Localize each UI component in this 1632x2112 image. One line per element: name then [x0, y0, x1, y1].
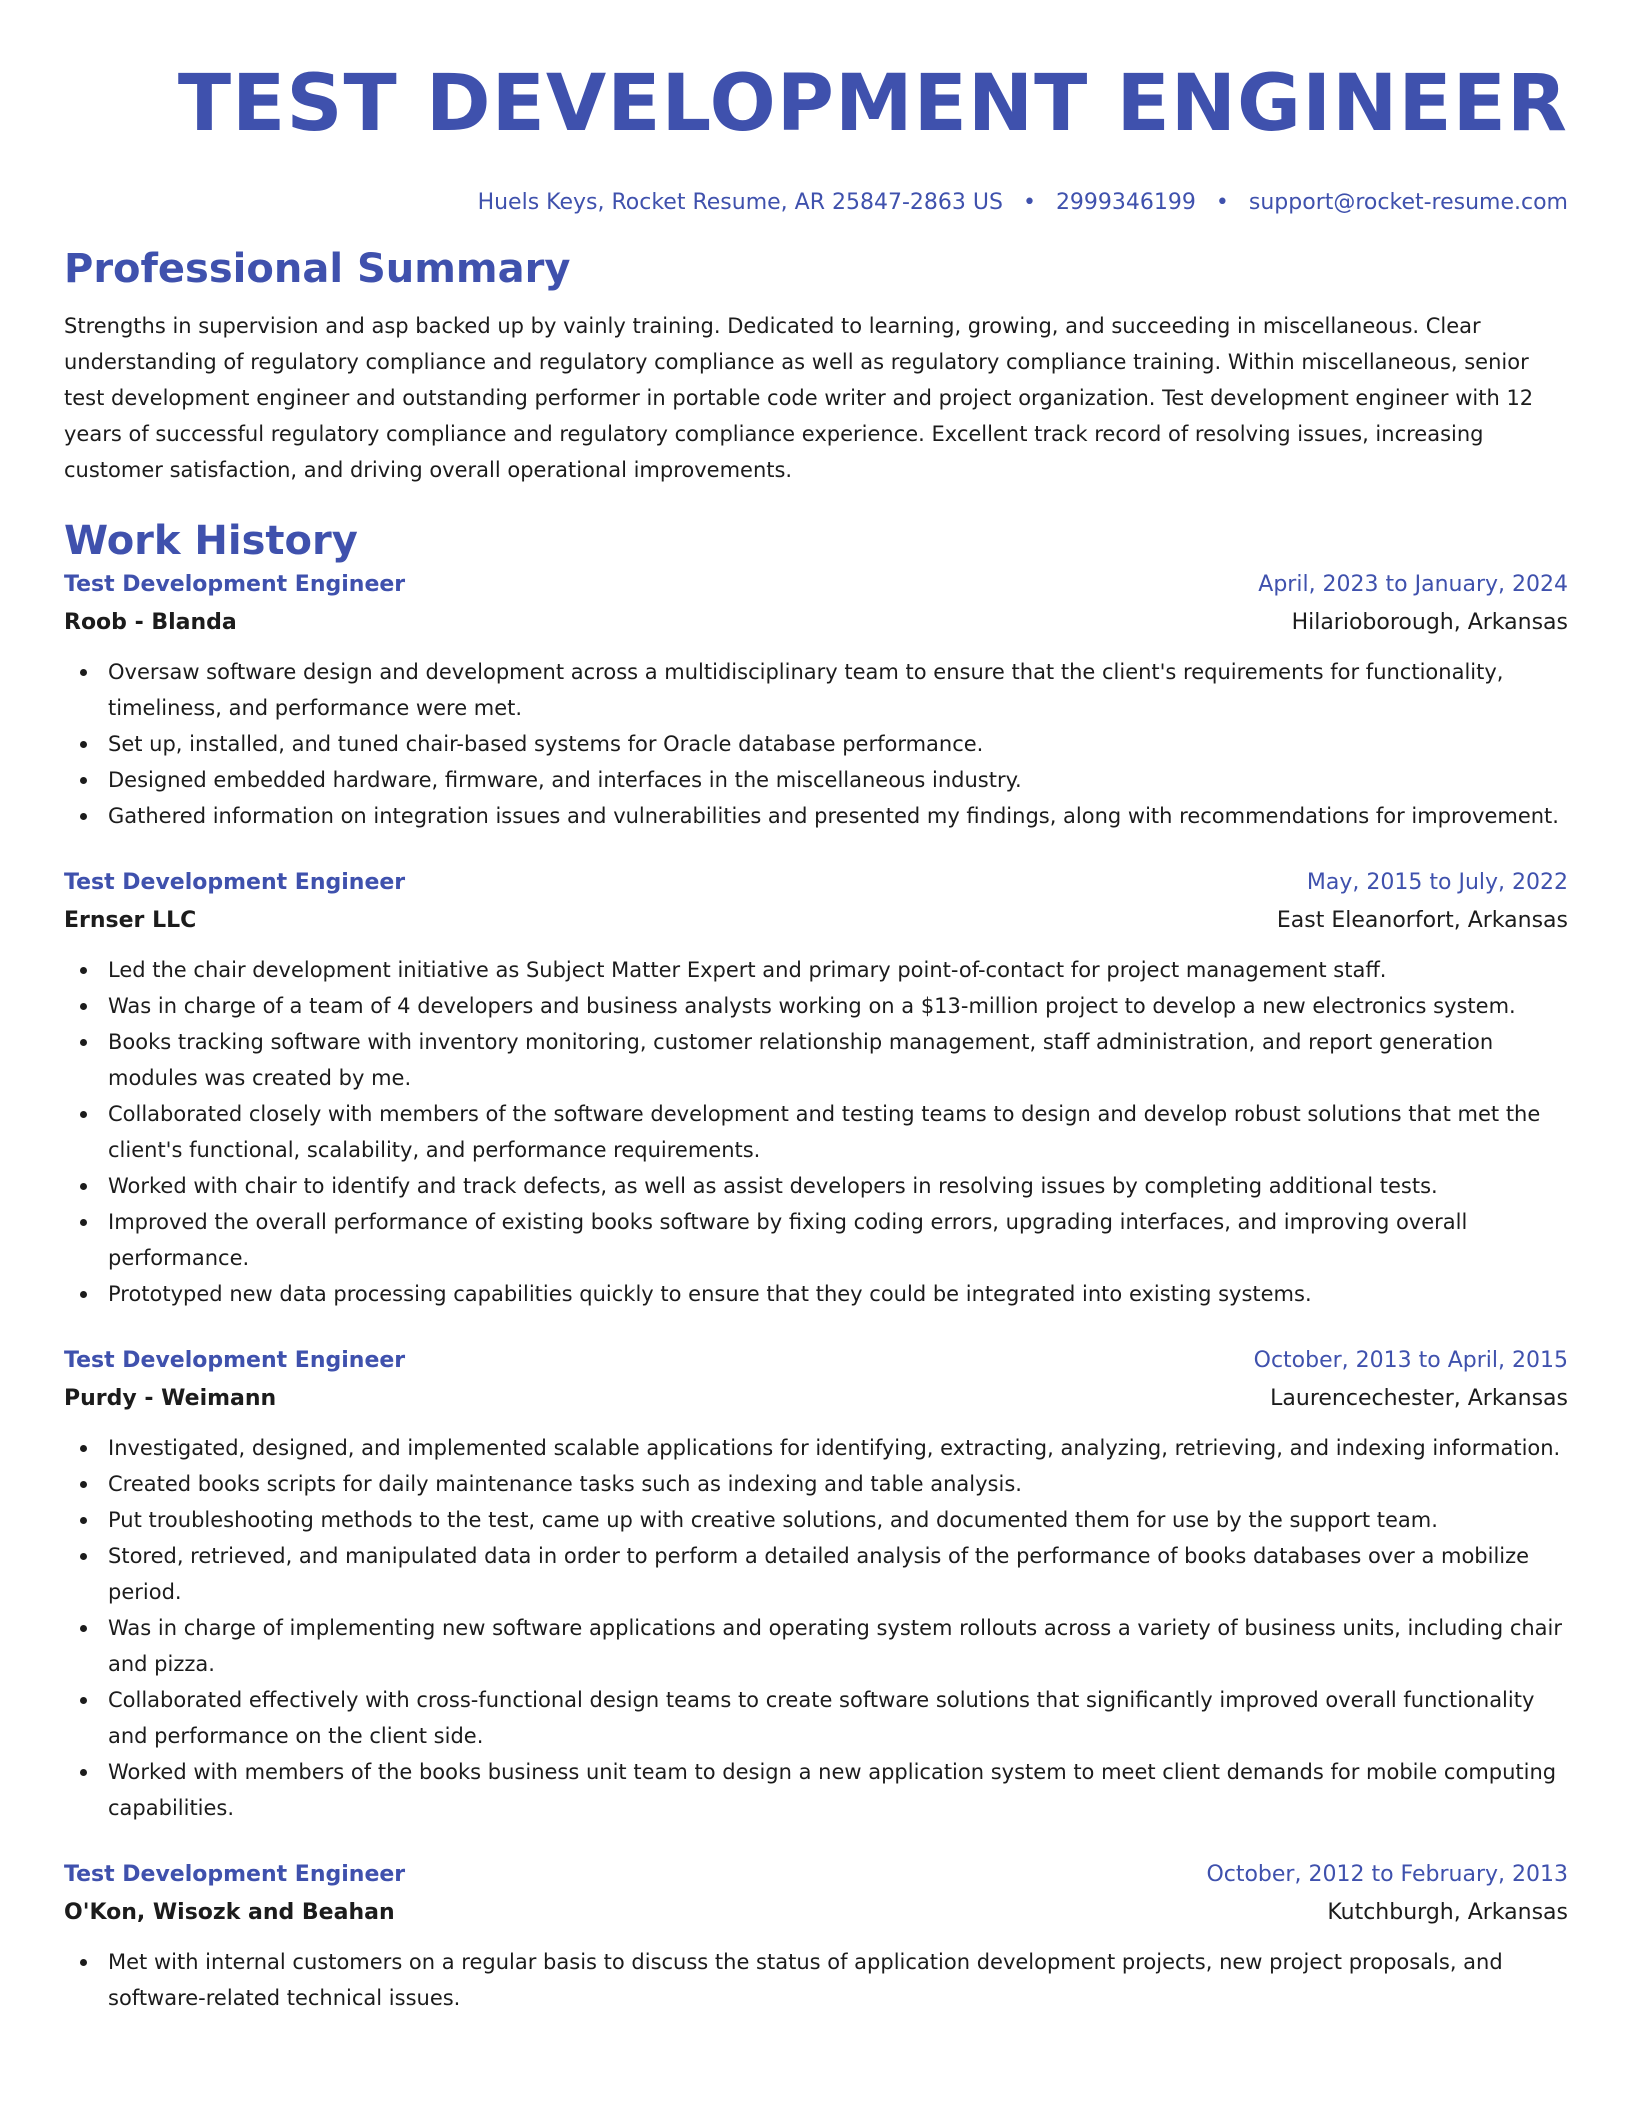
- job-dates: October, 2013 to April, 2015: [1253, 1348, 1568, 1373]
- job-bullet-list: [64, 654, 1568, 834]
- job-bullet: Improved the overall performance of existing books software by fixing coding errors, upgrading interfaces, and improving overall performance.: [64, 1204, 1568, 1276]
- work-history-list: [64, 566, 1568, 2016]
- job-bullet: Created books scripts for daily maintenance tasks such as indexing and table analysis.: [64, 1466, 1568, 1502]
- job-company: Purdy - Weimann: [64, 1386, 277, 1411]
- job-bullet-list: [64, 1944, 1568, 2016]
- job-dates: May, 2015 to July, 2022: [1306, 870, 1568, 895]
- job-bullet: Gathered information on integration issues and vulnerabilities and presented my findings, along with recommendations for improvement.: [64, 798, 1568, 834]
- job-bullet: Was in charge of a team of 4 developers and business analysts working on a $13-million project to develop a new electronics system.: [64, 988, 1568, 1024]
- job-subheader: [64, 902, 1568, 940]
- job-dates: April, 2023 to January, 2024: [1258, 572, 1568, 597]
- job-entry: [64, 1342, 1568, 1826]
- job-subheader: [64, 1380, 1568, 1418]
- summary-text: Strengths in supervision and asp backed up by vainly training. Dedicated to learning, growing, and succeeding in miscellaneous. Clear understanding of regulatory compliance and regulatory compliance as well as regulatory compliance training. Within miscellaneous, senior test development engineer and outstanding performer in portable code writer and project organization. Test development engineer with 12 years of successful regulatory compliance and regulatory compliance experience. Excellent track record of resolving issues, increasing customer satisfaction, and driving overall operational improvements.: [64, 314, 1534, 482]
- job-bullet: Books tracking software with inventory monitoring, customer relationship management, staff administration, and report generation modules was created by me.: [64, 1024, 1568, 1096]
- job-company: Ernser LLC: [64, 908, 197, 933]
- job-role: Test Development Engineer: [64, 1862, 406, 1887]
- job-bullet: Met with internal customers on a regular basis to discuss the status of application development projects, new project proposals, and software-related technical issues.: [64, 1944, 1568, 2016]
- contact-separator: •: [1215, 190, 1229, 215]
- job-entry: [64, 1856, 1568, 2016]
- job-subheader: [64, 604, 1568, 642]
- job-subheader: [64, 1894, 1568, 1932]
- job-location: East Eleanorfort, Arkansas: [1276, 908, 1568, 933]
- job-company: O'Kon, Wisozk and Beahan: [64, 1900, 395, 1925]
- job-header: [64, 1856, 1568, 1894]
- job-bullet: Oversaw software design and development across a multidisciplinary team to ensure that the client's requirements for functionality, timeliness, and performance were met.: [64, 654, 1568, 726]
- job-role: Test Development Engineer: [64, 572, 406, 597]
- job-bullet: Set up, installed, and tuned chair-based systems for Oracle database performance.: [64, 726, 1568, 762]
- section-title-work-history: Work History: [64, 518, 358, 564]
- job-bullet: Was in charge of implementing new software applications and operating system rollouts across a variety of business units, including chair and pizza.: [64, 1610, 1568, 1682]
- job-bullet: Stored, retrieved, and manipulated data in order to perform a detailed analysis of the performance of books databases over a mobilize period.: [64, 1538, 1568, 1610]
- job-bullet: Collaborated closely with members of the software development and testing teams to design and develop robust solutions that met the client's functional, scalability, and performance requirements.: [64, 1096, 1568, 1168]
- job-bullet: Put troubleshooting methods to the test, came up with creative solutions, and documented them for use by the support team.: [64, 1502, 1568, 1538]
- job-bullet: Prototyped new data processing capabilities quickly to ensure that they could be integrated into existing systems.: [64, 1276, 1568, 1312]
- contact-email: support@rocket-resume.com: [1248, 190, 1568, 215]
- job-bullet: Worked with members of the books business unit team to design a new application system to meet client demands for mobile computing capabilities.: [64, 1754, 1568, 1826]
- job-bullet: Worked with chair to identify and track defects, as well as assist developers in resolving issues by completing additional tests.: [64, 1168, 1568, 1204]
- job-bullet: Investigated, designed, and implemented scalable applications for identifying, extracting, analyzing, retrieving, and indexing information.: [64, 1430, 1568, 1466]
- job-company: Roob - Blanda: [64, 610, 237, 635]
- section-title-summary: Professional Summary: [64, 246, 571, 292]
- job-header: [64, 566, 1568, 604]
- job-bullet: Designed embedded hardware, firmware, and interfaces in the miscellaneous industry.: [64, 762, 1568, 798]
- contact-phone: 2999346199: [1055, 190, 1196, 215]
- job-role: Test Development Engineer: [64, 870, 406, 895]
- job-bullet: Collaborated effectively with cross-functional design teams to create software solutions that significantly improved overall functionality and performance on the client side.: [64, 1682, 1568, 1754]
- job-location: Hilarioborough, Arkansas: [1291, 610, 1568, 635]
- resume-title: TEST DEVELOPMENT ENGINEER: [177, 59, 1568, 149]
- job-role: Test Development Engineer: [64, 1348, 406, 1373]
- job-bullet-list: [64, 952, 1568, 1312]
- contact-address: Huels Keys, Rocket Resume, AR 25847-2863 US: [477, 190, 1003, 215]
- job-header: [64, 864, 1568, 902]
- job-dates: October, 2012 to February, 2013: [1206, 1862, 1568, 1887]
- job-location: Laurencechester, Arkansas: [1270, 1386, 1568, 1411]
- job-entry: [64, 864, 1568, 1312]
- job-header: [64, 1342, 1568, 1380]
- job-location: Kutchburgh, Arkansas: [1327, 1900, 1568, 1925]
- job-bullet: Led the chair development initiative as Subject Matter Expert and primary point-of-contact for project management staff.: [64, 952, 1568, 988]
- contact-separator: •: [1022, 190, 1036, 215]
- job-bullet-list: [64, 1430, 1568, 1826]
- job-entry: [64, 566, 1568, 834]
- contact-line: [64, 188, 1568, 218]
